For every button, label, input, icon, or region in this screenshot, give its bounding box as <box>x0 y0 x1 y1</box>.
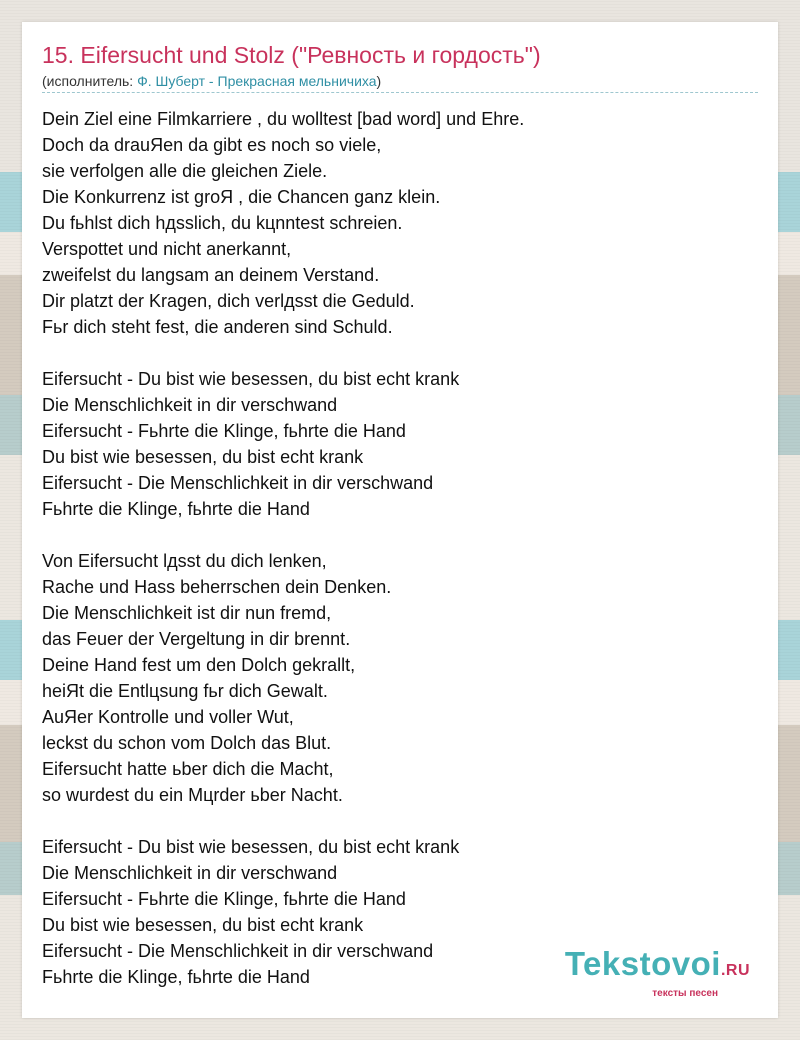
lyric-line: Die Menschlichkeit in dir verschwand <box>42 863 338 883</box>
logo-tld: .RU <box>720 962 750 979</box>
lyric-line: Eifersucht - Fьhrte die Klinge, fьhrte die Hand <box>42 421 406 441</box>
performer-line <box>42 73 758 93</box>
lyric-line: Eifersucht - Die Menschlichkeit in dir verschwand <box>42 473 434 493</box>
lyrics-stanza <box>42 106 524 340</box>
lyric-line: Fьr dich steht fest, die anderen sind Schuld. <box>42 317 393 337</box>
album-link[interactable]: Прекрасная мельничиха <box>217 73 377 89</box>
lyric-line: Rache und Hass beherrschen dein Denken. <box>42 577 392 597</box>
lyric-line: Fьhrte die Klinge, fьhrte die Hand <box>42 967 310 987</box>
lyric-line: das Feuer der Vergeltung in dir brennt. <box>42 629 351 649</box>
lyric-line: Die Menschlichkeit in dir verschwand <box>42 395 338 415</box>
lyric-line: so wurdest du ein Mцrder ьber Nacht. <box>42 785 343 805</box>
lyrics-stanza <box>42 548 524 808</box>
artist-link[interactable]: Ф. Шуберт <box>137 73 206 89</box>
lyric-line: Eifersucht - Fьhrte die Klinge, fьhrte die Hand <box>42 889 406 909</box>
lyric-line: Von Eifersucht lдsst du dich lenken, <box>42 551 327 571</box>
lyric-line: Eifersucht hatte ьber dich die Macht, <box>42 759 334 779</box>
lyric-line: Verspottet und nicht anerkannt, <box>42 239 292 259</box>
performer-prefix: (исполнитель: <box>42 73 138 89</box>
lyric-line: Eifersucht - Du bist wie besessen, du bist echt krank <box>42 837 460 857</box>
lyric-line: leckst du schon vom Dolch das Blut. <box>42 733 332 753</box>
artist-album-separator: - <box>205 73 218 89</box>
lyric-line: Eifersucht - Die Menschlichkeit in dir verschwand <box>42 941 434 961</box>
lyric-line: Deine Hand fest um den Dolch gekrallt, <box>42 655 356 675</box>
lyric-line: Dir platzt der Kragen, dich verlдsst die Geduld. <box>42 291 415 311</box>
lyric-line: Dein Ziel eine Filmkarriere , du wolltest [bad word] und Ehre. <box>42 109 525 129</box>
logo-name: Tekstovoi <box>564 945 721 982</box>
lyric-line: sie verfolgen alle die gleichen Ziele. <box>42 161 328 181</box>
lyric-line: Doch da drauЯen da gibt es noch so viele, <box>42 135 382 155</box>
lyrics-stanza <box>42 834 524 990</box>
lyric-line: zweifelst du langsam an deinem Verstand. <box>42 265 380 285</box>
lyric-line: AuЯer Kontrolle und voller Wut, <box>42 707 294 727</box>
lyrics-stanza <box>42 366 524 522</box>
lyric-line: Die Menschlichkeit ist dir nun fremd, <box>42 603 332 623</box>
logo-tagline: тексты песен <box>652 988 718 999</box>
performer-suffix: ) <box>376 73 382 89</box>
song-title: 15. Eifersucht und Stolz ("Ревность и гордость") <box>42 42 541 68</box>
lyric-line: Du bist wie besessen, du bist echt krank <box>42 915 364 935</box>
lyric-line: Du fьhlst dich hдsslich, du kцnntest schreien. <box>42 213 403 233</box>
lyric-line: heiЯt die Entlцsung fьr dich Gewalt. <box>42 681 328 701</box>
lyrics-text <box>42 106 524 990</box>
lyric-line: Fьhrte die Klinge, fьhrte die Hand <box>42 499 310 519</box>
lyric-line: Die Konkurrenz ist groЯ , die Chancen ganz klein. <box>42 187 441 207</box>
lyric-line: Du bist wie besessen, du bist echt krank <box>42 447 364 467</box>
lyrics-card <box>22 22 778 1018</box>
lyric-line: Eifersucht - Du bist wie besessen, du bist echt krank <box>42 369 460 389</box>
site-logo[interactable] <box>565 947 750 1000</box>
